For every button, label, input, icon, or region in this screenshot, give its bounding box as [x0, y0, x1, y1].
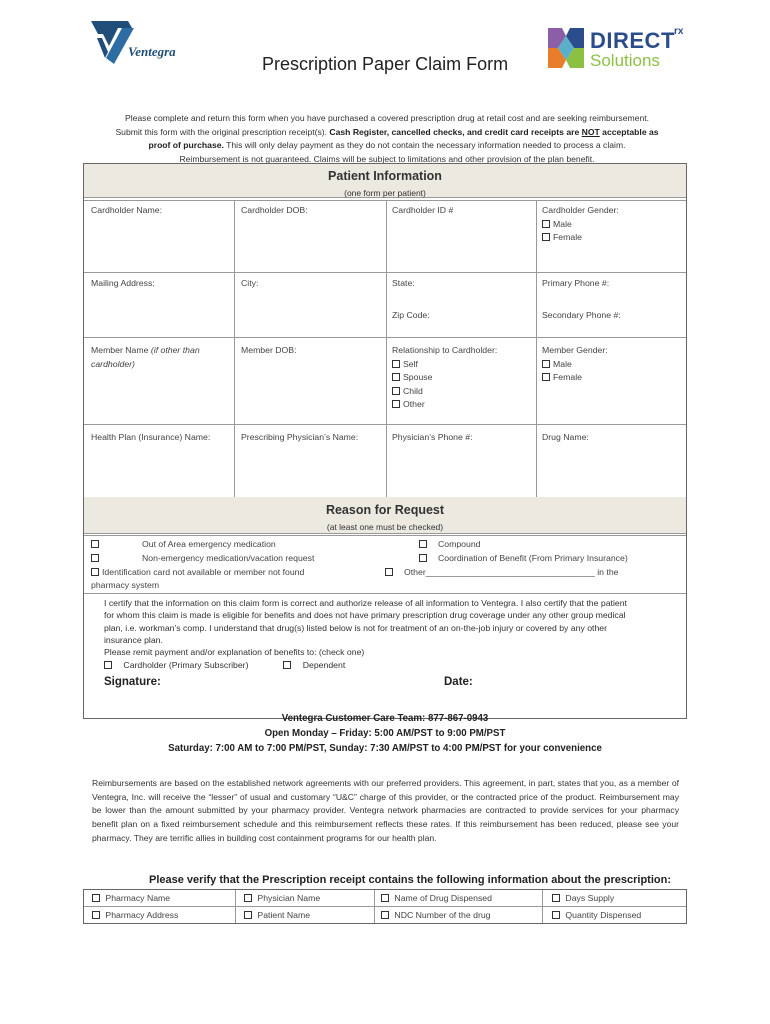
reason-cob-label: Coordination of Benefit (From Primary Insurance) [438, 553, 628, 563]
reason-cob[interactable] [419, 552, 628, 566]
verify-physician-name-label: Physician Name [257, 893, 321, 903]
checkbox[interactable] [385, 568, 393, 576]
intro-line-2a: Submit this form with the original prescription receipt(s). [115, 126, 328, 137]
certify-line-1: I certify that the information on this claim form is correct and authorize release of all information to Ventegra. I also certify that the patient [104, 598, 627, 608]
checkbox[interactable] [381, 894, 389, 902]
intro-line-1: Please complete and return this form when you have purchased a covered prescription drug at retail cost and are seeking reimbursement. [124, 113, 650, 123]
certify-line-5: Please remit payment and/or explanation of benefits to: (check one) [104, 647, 365, 658]
reason-compound-label: Compound [438, 539, 481, 549]
verify-ndc-number-label: NDC Number of the drug [394, 910, 491, 920]
divider [84, 337, 686, 338]
verify-quantity-dispensed[interactable] [552, 910, 641, 920]
checkbox[interactable] [542, 360, 550, 368]
member-gender-group [542, 344, 608, 385]
verify-days-supply[interactable] [552, 893, 614, 903]
intro-line-3 [92, 139, 682, 153]
cardholder-id-label: Cardholder ID # [392, 205, 454, 215]
reason-non-emergency-label: Non-emergency medication/vacation request [142, 553, 315, 563]
ventegra-logo-text: Ventegra [128, 44, 176, 59]
intro-line-3b: This will only delay payment as they do not contain the necessary information needed to process a claim. [226, 140, 626, 150]
male-label: Male [553, 358, 572, 369]
divider [234, 200, 235, 497]
checkbox[interactable] [419, 554, 427, 562]
divider [536, 200, 537, 497]
member-name-label-group [91, 344, 200, 371]
checkbox[interactable] [244, 894, 252, 902]
divider [84, 200, 686, 201]
remit-cardholder-label: Cardholder (Primary Subscriber) [123, 660, 249, 671]
cardholder-name-label: Cardholder Name: [91, 205, 162, 215]
directrx-x-icon [548, 28, 584, 68]
spouse-label: Spouse [403, 372, 433, 382]
checkbox[interactable] [552, 894, 560, 902]
date-label: Date: [444, 676, 473, 688]
verify-quantity-dispensed-label: Quantity Dispensed [565, 910, 642, 920]
member-name-note: (if other than [150, 345, 200, 355]
drug-name-label: Drug Name: [542, 432, 589, 442]
customer-care-line: Ventegra Customer Care Team: 877-867-0943 [281, 713, 489, 724]
reason-compound[interactable] [419, 538, 481, 552]
member-gender-label: Member Gender: [542, 345, 608, 355]
other-label: Other [403, 399, 425, 409]
remit-options [104, 659, 672, 671]
checkbox[interactable] [542, 373, 550, 381]
male-label: Male [553, 218, 572, 229]
verify-patient-name[interactable] [244, 910, 310, 920]
directrx-logo-solutions: Solutions [590, 51, 660, 70]
self-label: Self [403, 358, 418, 369]
member-name-label: Member Name [91, 345, 149, 355]
divider [84, 535, 686, 536]
female-label: Female [553, 232, 582, 242]
checkbox[interactable] [381, 911, 389, 919]
verify-pharmacy-address-label: Pharmacy Address [105, 910, 179, 920]
reason-other-label: Other___________________________________ in the [404, 567, 619, 577]
member-name-note-2: cardholder) [91, 358, 135, 369]
relationship-spouse[interactable] [392, 371, 497, 385]
cardholder-gender-group [542, 204, 619, 245]
child-label: Child [403, 385, 423, 396]
checkbox[interactable] [542, 220, 550, 228]
divider [84, 424, 686, 425]
checkbox[interactable] [392, 373, 400, 381]
city-label: City: [241, 278, 259, 288]
health-plan-label: Health Plan (Insurance) Name: [91, 432, 211, 442]
directrx-logo [548, 24, 708, 70]
female-label: Female [553, 372, 582, 382]
secondary-phone-label: Secondary Phone #: [542, 310, 621, 320]
divider [84, 272, 686, 273]
relationship-child[interactable] [392, 385, 497, 399]
relationship-other[interactable] [392, 398, 497, 412]
divider [374, 890, 375, 923]
signature-label: Signature: [104, 676, 161, 688]
checkbox[interactable] [92, 911, 100, 919]
verify-ndc-number[interactable] [381, 910, 491, 920]
checkbox[interactable] [104, 661, 112, 669]
mailing-address-label: Mailing Address: [91, 278, 155, 288]
intro-line-4: Reimbursement is not guaranteed. Claims will be subject to limitations and other provision of the plan benefit. [179, 153, 595, 164]
primary-phone-label: Primary Phone #: [542, 278, 610, 288]
checkbox[interactable] [91, 540, 99, 548]
checkbox[interactable] [91, 568, 99, 576]
reason-id-card-cont: pharmacy system [91, 580, 160, 590]
open-hours-line: Open Monday – Friday: 5:00 AM/PST to 9:00 PM/PST [264, 728, 506, 739]
ventegra-logo [88, 18, 198, 66]
checkbox[interactable] [91, 554, 99, 562]
member-gender-female[interactable] [542, 371, 608, 385]
certification-text [104, 597, 672, 672]
reimbursement-paragraph: Reimbursements are based on the established network agreements with our preferred providers. This agreement, in part, states that you, as a member of Ventegra, Inc. will receive the “lesser” of usual and customary “U&C” charge of this provider, or the contracted price of the product. Reimbursement may be lower than the amount submitted by your pharmacy provider. Ventegra network pharmacies are contracted to provide services for your pharmacy benefit plan on a fixed reimbursement schedule and this reimbursement reflects these rates. If this reimbursement has been reduced, please see your pharmacy. They are terrific allies in building cost containment programs for our health plan. [92, 778, 679, 843]
certify-line-3: plan, i.e. workman’s comp. I understand that drug(s) listed below is not for treatment of an on-the-job injury or covered by any other [104, 622, 608, 633]
physician-name-label: Prescribing Physician’s Name: [241, 432, 359, 442]
verify-title: Please verify that the Prescription receipt contains the following information about the prescription: [149, 874, 671, 886]
checkbox[interactable] [542, 233, 550, 241]
verify-pharmacy-name[interactable] [92, 893, 170, 903]
claim-form-box [83, 163, 687, 719]
reason-title: Reason for Request [325, 503, 445, 517]
reason-id-card-label: Identification card not available or member not found [102, 567, 305, 577]
checkbox[interactable] [392, 387, 400, 395]
checkbox[interactable] [392, 360, 400, 368]
divider [386, 200, 387, 497]
zip-code-label: Zip Code: [392, 310, 430, 320]
verify-physician-name[interactable] [244, 893, 320, 903]
verify-drug-dispensed-label: Name of Drug Dispensed [394, 893, 492, 903]
relationship-group [392, 344, 497, 412]
verify-pharmacy-name-label: Pharmacy Name [105, 893, 171, 903]
remit-cardholder[interactable] [104, 660, 248, 670]
checkbox[interactable] [244, 911, 252, 919]
certify-line-2: for whom this claim is made is eligible for benefits and does not have primary prescription drug coverage under any other group medical [104, 610, 626, 621]
intro-text [92, 112, 682, 166]
reason-out-of-area[interactable] [91, 538, 276, 552]
intro-line-2c: NOT [581, 126, 600, 137]
checkbox[interactable] [92, 894, 100, 902]
divider [542, 890, 543, 923]
reason-non-emergency[interactable] [91, 552, 314, 566]
intro-line-3a: proof of purchase. [148, 140, 224, 150]
member-dob-label: Member DOB: [241, 345, 297, 355]
directrx-logo-direct: DIRECT [590, 28, 675, 53]
remit-dependent[interactable] [283, 660, 345, 670]
reason-subtitle: (at least one must be checked) [326, 522, 444, 532]
divider [84, 593, 686, 594]
directrx-logo-rx: rx [674, 26, 684, 37]
cardholder-gender-male[interactable] [542, 218, 619, 232]
member-gender-male[interactable] [542, 358, 608, 372]
intro-line-2d: acceptable as [602, 126, 659, 137]
divider [84, 906, 686, 907]
checkbox[interactable] [283, 661, 291, 669]
checkbox[interactable] [392, 400, 400, 408]
relationship-label: Relationship to Cardholder: [392, 345, 498, 355]
weekend-hours-line: Saturday: 7:00 AM to 7:00 PM/PST, Sunday: 7:30 AM/PST to 4:00 PM/PST for your convenience [168, 743, 602, 754]
patient-info-title: Patient Information [328, 169, 442, 183]
reason-out-of-area-label: Out of Area emergency medication [142, 539, 276, 549]
cardholder-gender-label: Cardholder Gender: [542, 205, 619, 215]
verify-drug-dispensed[interactable] [381, 893, 492, 903]
verify-days-supply-label: Days Supply [565, 893, 615, 903]
reason-id-card[interactable] [91, 566, 304, 580]
relationship-self[interactable] [392, 358, 497, 372]
intro-line-2 [92, 126, 682, 140]
verify-pharmacy-address[interactable] [92, 910, 178, 920]
checkbox[interactable] [552, 911, 560, 919]
remit-dependent-label: Dependent [302, 660, 346, 671]
divider [235, 890, 236, 923]
verify-patient-name-label: Patient Name [257, 910, 311, 920]
verify-checklist [83, 889, 687, 924]
cardholder-gender-female[interactable] [542, 231, 619, 245]
page-title: Prescription Paper Claim Form [262, 54, 509, 74]
physician-phone-label: Physician’s Phone #: [392, 432, 473, 442]
patient-info-subtitle: (one form per patient) [344, 188, 426, 198]
intro-line-2b: Cash Register, cancelled checks, and credit card receipts are [329, 126, 580, 137]
certify-line-4: insurance plan. [104, 634, 163, 645]
cardholder-dob-label: Cardholder DOB: [241, 205, 308, 215]
reason-other[interactable] [385, 566, 619, 580]
checkbox[interactable] [419, 540, 427, 548]
state-label: State: [392, 278, 415, 288]
